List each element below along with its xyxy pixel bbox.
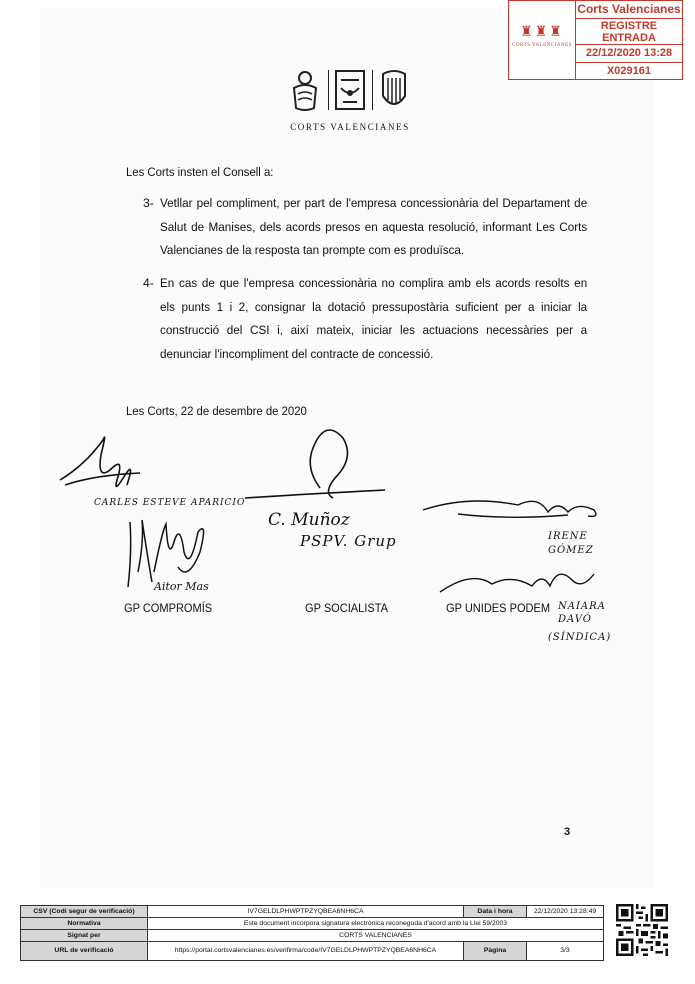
crest-right-icon bbox=[377, 68, 411, 112]
sig-name-mas: Aitor Mas bbox=[154, 580, 209, 593]
table-row bbox=[21, 906, 604, 918]
table-row bbox=[21, 942, 604, 961]
datetime-value: 22/12/2020 13:28:49 bbox=[527, 906, 604, 918]
corts-header-logo bbox=[280, 66, 420, 136]
item-text: En cas de que l'empresa concessionària no complira amb els acords resolts en els punts 1 i 2, consignar la dotació pressupostària suficient per a iniciar la construcció del CSI i, així mateix, iniciar les actuacions necessàries per a denunciar l'incompliment del contracte de concessió. bbox=[160, 276, 588, 361]
csv-value: IV7GELDLPHWPTPZYQBEA6NH6CA bbox=[148, 906, 464, 918]
stamp-logo-text: CORTS VALENCIANES bbox=[512, 43, 572, 48]
csv-label: CSV (Codi segur de verificació) bbox=[21, 906, 148, 918]
stamp-logo bbox=[509, 1, 576, 79]
normativa-label: Normativa bbox=[21, 918, 148, 930]
sig-name-gomez: IRENE GÓMEZ bbox=[548, 531, 594, 556]
page-value: 3/3 bbox=[527, 942, 604, 961]
sig-name-pspv: PSPV. Grup bbox=[300, 532, 397, 550]
url-label: URL de verificació bbox=[21, 942, 148, 961]
intro-text: Les Corts insten el Consell a: bbox=[126, 165, 274, 179]
logo-divider bbox=[372, 70, 373, 110]
sig-name-munoz: C. Muñoz bbox=[268, 510, 350, 530]
page-number: 3 bbox=[564, 826, 571, 838]
stamp-org: Corts Valencianes bbox=[576, 1, 682, 19]
sig-name-davo: NAIARA DAVÓ bbox=[558, 601, 606, 625]
stamp-type-line2: ENTRADA bbox=[602, 32, 656, 44]
signature-munoz bbox=[245, 418, 385, 508]
coat-of-arms-icon: ♜♜♜ bbox=[520, 23, 564, 39]
datetime-label: Data i hora bbox=[464, 906, 527, 918]
place-date: Les Corts, 22 de desembre de 2020 bbox=[126, 404, 307, 418]
crest-left-icon bbox=[288, 68, 322, 112]
stamp-type-line1: REGISTRE bbox=[600, 20, 658, 32]
sig-name-esteve: CARLES ESTEVE APARICIO bbox=[94, 498, 246, 508]
signed-value: CORTS VALENCIANES bbox=[148, 930, 604, 942]
normativa-value: Este document incorpora signatura electrònica reconeguda d'acord amb la Llei 59/2003 bbox=[148, 918, 604, 930]
group-unides-podem: GP UNIDES PODEM bbox=[446, 601, 551, 615]
item-text: Vetllar pel compliment, per part de l'empresa concessionària del Departament de Salut de Manises, dels acords presos en aquesta resolució, informant Les Corts Valencianes de la resposta tan prompte com es produïsca. bbox=[160, 196, 588, 257]
table-row bbox=[21, 918, 604, 930]
header-title: CORTS VALENCIANES bbox=[290, 122, 410, 132]
group-socialista: GP SOCIALISTA bbox=[305, 601, 389, 615]
qr-code-icon bbox=[616, 904, 668, 956]
stamp-type bbox=[576, 19, 682, 45]
signature-esteve bbox=[55, 425, 145, 505]
signature-davo bbox=[432, 560, 602, 600]
crest-center-icon bbox=[333, 68, 367, 112]
item-number: 4- bbox=[143, 276, 154, 290]
registry-stamp bbox=[508, 0, 683, 80]
item-number: 3- bbox=[143, 196, 154, 210]
stamp-number: X029161 bbox=[606, 65, 652, 77]
table-row bbox=[21, 930, 604, 942]
sig-name-sindica: (SÍNDICA) bbox=[548, 632, 612, 643]
signed-label: Signat per bbox=[21, 930, 148, 942]
group-compromis: GP COMPROMÍS bbox=[124, 601, 213, 615]
url-value[interactable]: https://portal.cortsvalencianes.es/verifirma/code/IV7GELDLPHWPTPZYQBEA6NH6CA bbox=[148, 942, 464, 961]
signature-gomez bbox=[418, 490, 608, 530]
verification-table bbox=[20, 905, 604, 961]
stamp-datetime: 22/12/2020 13:28 bbox=[576, 45, 682, 63]
page-label: Pàgina bbox=[464, 942, 527, 961]
logo-divider bbox=[328, 70, 329, 110]
